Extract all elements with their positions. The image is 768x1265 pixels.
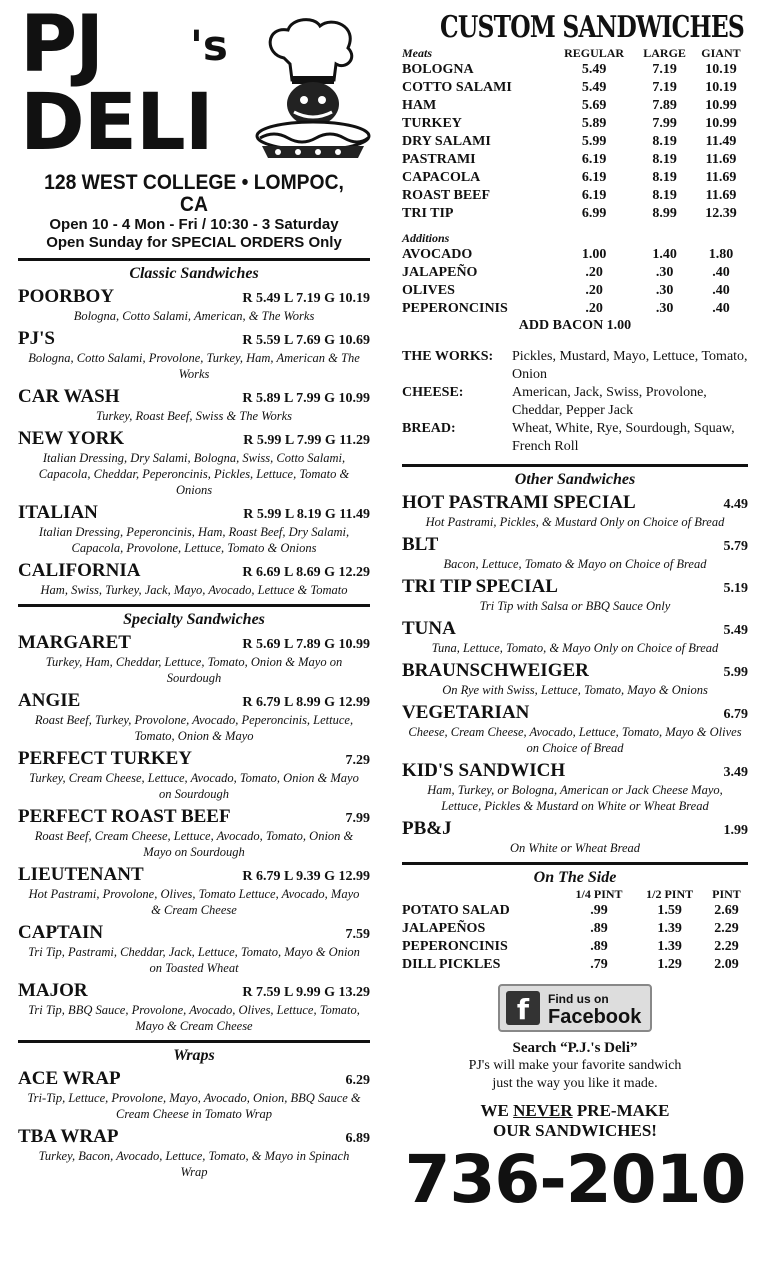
menu-item [18,806,370,860]
phone-number: 736-2010 [404,1141,746,1218]
row-price: 6.19 [581,152,607,167]
row-price: 8.19 [652,188,677,203]
menu-item-desc: Tri Tip, BBQ Sauce, Provolone, Avocado, Olives, Lettuce, Tomato, Mayo & Cream Cheese [28,1003,360,1033]
table-row [402,61,748,79]
menu-item-name: VEGETARIAN [402,702,530,723]
menu-item-name: POORBOY [18,286,115,307]
side-col3: PINT [712,887,741,901]
our-sandwiches: OUR SANDWICHES! [493,1121,657,1140]
row-name: TURKEY [402,116,462,131]
menu-item-price: 5.49 [723,623,748,638]
row-price: 8.99 [652,206,677,221]
row-name: PEPERONCINIS [402,939,508,954]
row-name: COTTO SALAMI [402,80,512,95]
wraps-list [18,1068,370,1180]
table-row [402,151,748,169]
row-name: DILL PICKLES [402,957,501,972]
specialty-list [18,632,370,1034]
row-price: 8.19 [652,134,677,149]
table-row [402,264,748,282]
menu-item-row [18,806,370,828]
menu-item-row [402,492,748,514]
menu-item-row [18,864,370,886]
search-text: Search “P.J.'s Deli” [512,1040,638,1056]
menu-item-desc: Tuna, Lettuce, Tomato, & Mayo Only on Choice of Bread [431,641,719,655]
menu-item [18,502,370,556]
menu-item-price: 6.79 [723,707,748,722]
footer-line2: just the way you like it made. [492,1076,658,1091]
menu-item-name: CALIFORNIA [18,560,141,581]
divider [18,258,370,261]
facebook-small-text: Find us on [548,992,609,1006]
menu-item-price: R 5.59 L 7.69 G 10.69 [242,333,370,348]
menu-item-row [18,560,370,582]
menu-item-row [18,1068,370,1090]
row-price: 1.00 [581,247,607,262]
specialty-title: Specialty Sandwiches [123,611,265,628]
row-price: .20 [585,301,603,316]
row-price: .79 [590,957,608,972]
menu-item-desc: Turkey, Cream Cheese, Lettuce, Avocado, Tomato, Onion & Mayo on Sourdough [29,771,359,801]
menu-item-name: BLT [402,534,439,555]
table-row [402,205,748,223]
row-price: 8.19 [652,152,677,167]
menu-item [402,492,748,530]
option-value: Pickles, Mustard, Mayo, Lettuce, Tomato, Onion [512,349,748,382]
footer-line1: PJ's will make your favorite sandwich [468,1058,682,1073]
menu-item-row [18,922,370,944]
menu-item [18,632,370,686]
option-label: THE WORKS: [402,349,494,364]
logo-pj: PJ [20,0,103,90]
row-price: 7.99 [652,116,677,131]
menu-item [18,922,370,976]
menu-item-row [18,502,370,524]
row-price: 1.80 [708,247,734,262]
menu-item-desc: Hot Pastrami, Provolone, Olives, Tomato Lettuce, Avocado, Mayo & Cream Cheese [28,887,360,917]
custom-title: CUSTOM SANDWICHES [440,10,745,45]
right-column [402,10,748,1218]
menu-item [18,748,370,802]
table-row [402,956,748,974]
menu-item [402,576,748,614]
menu-item-row [402,660,748,682]
add-bacon: ADD BACON 1.00 [518,318,632,333]
menu-item-row [18,1126,370,1148]
menu-item [402,534,748,572]
table-row [402,920,748,938]
menu-item-row [402,618,748,640]
row-price: 10.19 [705,62,737,77]
row-price: 2.29 [714,921,739,936]
row-price: 11.49 [705,134,737,149]
menu-item-price: 4.49 [723,497,748,512]
row-price: 1.59 [657,903,682,918]
table-row [402,187,748,205]
hours-weekday: Open 10 - 4 Mon - Fri / 10:30 - 3 Saturday [49,216,339,233]
table-row [402,169,748,187]
divider [402,464,748,467]
wraps-title: Wraps [173,1047,215,1064]
row-price: 6.19 [581,188,607,203]
row-name: DRY SALAMI [402,134,491,149]
divider [402,862,748,865]
menu-item-price: R 5.99 L 7.99 G 11.29 [243,433,370,448]
menu-item-name: CAPTAIN [18,922,104,943]
col-regular: REGULAR [564,46,625,60]
menu-item-price: R 6.79 L 8.99 G 12.99 [242,695,370,710]
menu-item-row [402,818,748,840]
row-price: 5.69 [581,98,607,113]
menu-item [18,328,370,382]
row-name: ROAST BEEF [402,188,491,203]
option-value: American, Jack, Swiss, Provolone, Cheddar, Pepper Jack [512,385,707,418]
menu-item-price: 7.29 [345,753,370,768]
menu-item-desc: Italian Dressing, Peperoncinis, Ham, Roast Beef, Dry Salami, Capacola, Provolone, Lettuce, Tomato & Onions [38,525,350,555]
table-row [402,282,748,300]
menu-item-desc: Roast Beef, Turkey, Provolone, Avocado, Peperoncinis, Lettuce, Tomato, Onion & Mayo [34,713,354,743]
row-price: 1.29 [657,957,682,972]
row-price: 2.29 [714,939,739,954]
menu-item-name: ANGIE [18,690,81,711]
menu-item-desc: Cheese, Cream Cheese, Avocado, Lettuce, Tomato, Mayo & Olives on Choice of Bread [408,725,742,755]
row-price: 11.69 [705,188,737,203]
row-price: .20 [585,265,603,280]
menu-item-price: R 5.89 L 7.99 G 10.99 [242,391,370,406]
row-price: 2.09 [714,957,739,972]
row-price: .40 [712,301,730,316]
menu-item [402,660,748,698]
facebook-icon: f [506,991,540,1025]
row-price: 11.69 [705,152,737,167]
menu-item-desc: Tri Tip with Salsa or BBQ Sauce Only [479,599,671,613]
row-price: 8.19 [652,170,677,185]
table-row [402,97,748,115]
row-price: 7.19 [652,80,677,95]
row-price: 11.69 [705,170,737,185]
classic-list [18,286,370,598]
menu-item [402,760,748,814]
menu-item [402,618,748,656]
menu-item [402,702,748,756]
other-list [402,492,748,856]
logo [18,0,370,168]
menu-item-desc: Ham, Swiss, Turkey, Jack, Mayo, Avocado, Lettuce & Tomato [40,583,348,597]
row-price: 1.39 [657,921,682,936]
menu-item-price: R 5.49 L 7.19 G 10.19 [242,291,370,306]
table-row [402,115,748,133]
menu-item-price: 7.59 [345,927,370,942]
menu-item-name: TRI TIP SPECIAL [402,576,558,597]
menu-item-row [18,748,370,770]
row-price: .40 [712,283,730,298]
menu-item-desc: On White or Wheat Bread [509,841,641,855]
table-row [402,938,748,956]
menu-item-name: TBA WRAP [18,1126,119,1147]
menu-item-name: PJ'S [18,328,55,349]
row-price: 5.89 [581,116,607,131]
row-price: .30 [655,283,674,298]
row-price: .89 [590,921,608,936]
row-name: PASTRAMI [402,152,476,167]
never-premake: WE NEVER PRE-MAKE [480,1101,670,1120]
col-large: LARGE [643,46,686,60]
menu-item-name: BRAUNSCHWEIGER [402,660,589,681]
menu-item-price: 6.89 [345,1131,370,1146]
row-name: PEPERONCINIS [402,301,508,316]
menu-item [18,690,370,744]
table-row [402,79,748,97]
menu-item [402,818,748,856]
table-row [402,902,748,920]
chef-sandwich-icon [254,18,372,164]
table-row [402,246,748,264]
row-price: 1.40 [652,247,677,262]
row-price: 10.19 [705,80,737,95]
menu-item [18,1126,370,1180]
logo-s: 's [190,21,228,70]
row-price: 5.49 [581,62,607,77]
option-label: CHEESE: [402,385,464,400]
row-name: AVOCADO [402,247,473,262]
menu-item-row [402,702,748,724]
row-name: JALAPEÑOS [402,921,486,936]
menu-item-price: 5.79 [723,539,748,554]
menu-item-desc: Hot Pastrami, Pickles, & Mustard Only on Choice of Bread [425,515,725,529]
row-price: .40 [712,265,730,280]
left-column [18,0,370,1184]
side-col1: 1/4 PINT [575,887,623,901]
menu-item-desc: Turkey, Bacon, Avocado, Lettuce, Tomato, & Mayo in Spinach Wrap [38,1149,350,1179]
row-price: .99 [590,903,608,918]
row-price: 7.89 [652,98,677,113]
menu-item-name: PB&J [402,818,452,839]
menu-item-price: 1.99 [723,823,748,838]
menu-item-row [18,286,370,308]
menu-item-name: CAR WASH [18,386,120,407]
row-name: CAPACOLA [402,170,481,185]
menu-item-name: LIEUTENANT [18,864,144,885]
row-price: 12.39 [705,206,737,221]
menu-item [18,864,370,918]
table-row [402,300,748,318]
menu-item-name: MARGARET [18,632,131,653]
options-table [402,348,748,456]
option-row [402,420,748,456]
meats-label: Meats [402,46,432,60]
menu-item-desc: Roast Beef, Cream Cheese, Lettuce, Avocado, Tomato, Onion & Mayo on Sourdough [34,829,354,859]
menu-item-desc: On Rye with Swiss, Lettuce, Tomato, Mayo & Onions [442,683,708,697]
menu-item [18,560,370,598]
menu-item-name: MAJOR [18,980,88,1001]
menu-item-row [18,980,370,1002]
menu-item-price: 5.19 [723,581,748,596]
menu-item [18,428,370,498]
menu-item-name: HOT PASTRAMI SPECIAL [402,492,636,513]
row-price: .20 [585,283,603,298]
menu-item-price: 6.29 [345,1073,370,1088]
menu-item-row [402,576,748,598]
other-title: Other Sandwiches [514,471,636,488]
option-row [402,384,748,420]
row-price: .30 [655,265,674,280]
menu-item-desc: Tri Tip, Pastrami, Cheddar, Jack, Lettuce, Tomato, Mayo & Onion on Toasted Wheat [28,945,360,975]
menu-item [18,386,370,424]
row-price: 2.69 [714,903,739,918]
side-table [402,887,748,974]
menu-item-name: TUNA [402,618,456,639]
row-name: POTATO SALAD [402,903,510,918]
option-label: BREAD: [402,421,456,436]
menu-item-row [402,760,748,782]
facebook-big-text: Facebook [548,1006,642,1028]
menu-item-price: R 7.59 L 9.99 G 13.29 [242,985,370,1000]
menu-item-price: R 5.99 L 8.19 G 11.49 [243,507,370,522]
address: 128 WEST COLLEGE • LOMPOC, CA [44,171,344,216]
meats-table [402,46,748,318]
option-value: Wheat, White, Rye, Sourdough, Squaw, French Roll [512,421,735,454]
col-giant: GIANT [701,46,741,60]
menu-item-row [402,534,748,556]
menu-item-desc: Turkey, Roast Beef, Swiss & The Works [95,409,293,423]
row-price: .89 [590,939,608,954]
row-name: TRI TIP [402,206,454,221]
row-name: OLIVES [402,283,455,298]
menu-item-desc: Italian Dressing, Dry Salami, Bologna, Swiss, Cotto Salami, Capacola, Cheddar, Peperoncinis, Pickles, Lettuce, Tomato & Onions [38,451,350,497]
row-price: 6.19 [581,170,607,185]
menu-item-row [18,386,370,408]
menu-item [18,286,370,324]
divider [18,1040,370,1043]
menu-item [18,1068,370,1122]
menu-item-desc: Bacon, Lettuce, Tomato & Mayo on Choice of Bread [443,557,707,571]
row-price: .30 [655,301,674,316]
menu-item-name: KID'S SANDWICH [402,760,566,781]
row-price: 10.99 [705,98,737,113]
option-row [402,348,748,384]
menu-item-row [18,428,370,450]
menu-item-price: 3.49 [723,765,748,780]
additions-label: Additions [402,231,450,245]
row-price: 5.99 [581,134,607,149]
menu-item-desc: Turkey, Ham, Cheddar, Lettuce, Tomato, Onion & Mayo on Sourdough [45,655,343,685]
menu-item-desc: Ham, Turkey, or Bologna, American or Jack Cheese Mayo, Lettuce, Pickles & Mustard on White or Wheat Bread [427,783,723,813]
table-row [402,133,748,151]
classic-title: Classic Sandwiches [129,265,259,282]
row-price: 6.99 [581,206,607,221]
menu-item-desc: Bologna, Cotto Salami, American, & The Works [73,309,315,323]
menu-item-price: 5.99 [723,665,748,680]
menu-item-name: PERFECT ROAST BEEF [18,806,231,827]
hours-sunday: Open Sunday for SPECIAL ORDERS Only [46,234,342,251]
menu-item-price: R 6.79 L 9.39 G 12.99 [242,869,370,884]
row-price: 7.19 [652,62,677,77]
divider [18,604,370,607]
side-col2: 1/2 PINT [646,887,694,901]
menu-item-row [18,632,370,654]
menu-item-row [18,328,370,350]
menu-item-name: ACE WRAP [18,1068,121,1089]
row-price: 10.99 [705,116,737,131]
menu-item-name: PERFECT TURKEY [18,748,193,769]
menu-item-price: 7.99 [345,811,370,826]
menu-item [18,980,370,1034]
menu-item-row [18,690,370,712]
facebook-badge[interactable] [498,984,652,1032]
row-price: 5.49 [581,80,607,95]
menu-item-desc: Bologna, Cotto Salami, Provolone, Turkey, Ham, American & The Works [28,351,360,381]
row-price: 1.39 [657,939,682,954]
side-title: On The Side [533,869,617,886]
menu-item-price: R 5.69 L 7.89 G 10.99 [242,637,370,652]
row-name: JALAPEÑO [402,265,478,280]
menu-item-name: NEW YORK [18,428,125,449]
menu-item-name: ITALIAN [18,502,98,523]
menu-item-desc: Tri-Tip, Lettuce, Provolone, Mayo, Avocado, Onion, BBQ Sauce & Cream Cheese in Tomato Wrap [27,1091,361,1121]
menu-item-price: R 6.69 L 8.69 G 12.29 [242,565,370,580]
logo-deli: DELI [20,78,213,168]
row-name: HAM [402,98,437,113]
row-name: BOLOGNA [402,62,474,77]
